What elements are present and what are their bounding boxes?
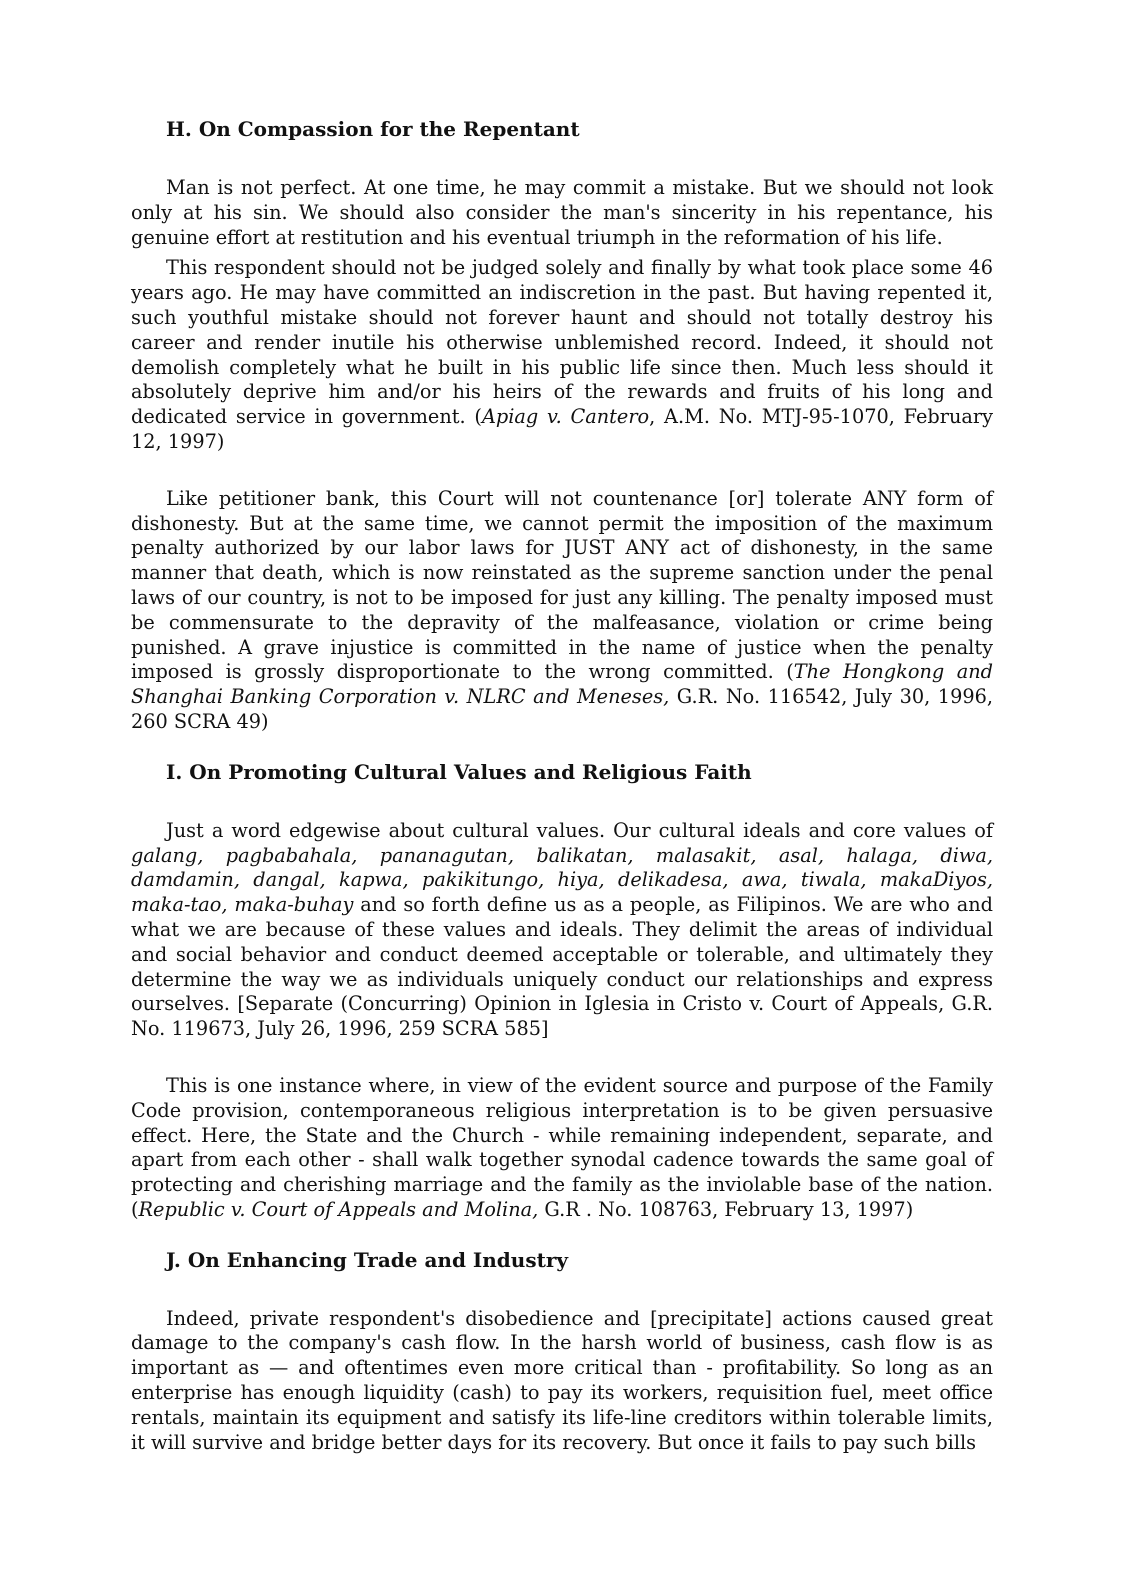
paragraph-i-1-rest: and so forth define us as a people, as Filipinos. We are who and what we are because of these values and ideals. They delimit the areas of individual and social behavior and conduct deemed acceptable or tolerable, and ultimately they determine the way we as individuals uniquely conduct our relationships and express ourselves. [Separate (Concurring) Opinion in Iglesia in Cristo v. Court of Appeals, G.R. No. 119673, July 26, 1996, 259 SCRA 585]: [131, 893, 993, 1041]
section-heading-h: H. On Compassion for the Repentant: [166, 117, 580, 141]
paragraph-h-2-text: This respondent should not be judged solely and finally by what took place some 46 years ago. He may have committed an indiscretion in the past. But having repented it, such youthful mistake should not forever haunt and should not totally destroy his career and render inutile his otherwise unblemished record. Indeed, it should not demolish completely what he built in his public life since then. Much less should it absolutely deprive him and/or his heirs of the rewards and fruits of his long and dedicated service in government. (: [131, 256, 993, 429]
paragraph-h-3-text: Like petitioner bank, this Court will not countenance [or] tolerate ANY form of dishonesty. But at the same time, we cannot permit the imposition of the maximum penalty authorized by our labor laws for JUST ANY act of dishonesty, in the same manner that death, which is now reinstated as the supreme sanction under the penal laws of our country, is not to be imposed for just any killing. The penalty imposed must be commensurate to the depravity of the malfeasance, violation or crime being punished. A grave injustice is committed in the name of justice when the penalty imposed is grossly disproportionate to the wrong committed. (: [131, 486, 993, 684]
section-heading-j: J. On Enhancing Trade and Industry: [166, 1247, 568, 1272]
case-name-hsbc: The Hongkong and Shanghai Banking Corporation v. NLRC and Meneses,: [131, 660, 993, 709]
paragraph-j-1: Indeed, private respondent's disobedience and [precipitate] actions caused great damage to the company's cash flow. In the harsh world of business, cash flow is as important as — and oftentimes even more critical than - profitability. So long as an enterprise has enough liquidity (cash) to pay its workers, requisition fuel, meet office rentals, maintain its equipment and satisfy its life-line creditors within tolerable limits, it will survive and bridge better days for its recovery. But once it fails to pay such bills: [131, 1306, 993, 1454]
filipino-values-list: galang, pagbabahala, pananagutan, balikatan, malasakit, asal, halaga, diwa, damdamin, dangal, kapwa, pakikitungo, hiya, delikadesa, awa, tiwala, makaDiyos, maka-tao, maka-buhay: [131, 843, 993, 917]
section-heading-i: I. On Promoting Cultural Values and Religious Faith: [166, 759, 752, 784]
paragraph-h-3: [131, 487, 993, 735]
citation-molina: G.R . No. 108763, February 13, 1997): [538, 1197, 914, 1221]
citation-apiag: , A.M. No. MTJ-95-1070, February 12, 1997): [131, 405, 993, 453]
case-name-molina: Republic v. Court of Appeals and Molina,: [138, 1197, 539, 1221]
paragraph-i-1-text: Just a word edgewise about cultural values. Our cultural ideals and core values of: [166, 818, 993, 842]
paragraph-h-1: Man is not perfect. At one time, he may commit a mistake. But we should not look only at his sin. We should also consider the man's sincerity in his repentance, his genuine effort at restitution and his eventual triumph in the reformation of his life.: [131, 176, 993, 249]
paragraph-i-2-text: This is one instance where, in view of the evident source and purpose of the Family Code provision, contemporaneous religious interpretation is to be given persuasive effect. Here, the State and the Church - while remaining independent, separate, and apart from each other - shall walk together synodal cadence towards the same goal of protecting and cherishing marriage and the family as the inviolable base of the nation. (: [131, 1073, 993, 1221]
paragraph-h-2: [131, 256, 993, 454]
paragraph-i-2: [131, 1074, 993, 1223]
case-name-apiag: Apiag v. Cantero: [481, 405, 650, 429]
citation-hsbc: G.R. No. 116542, July 30, 1996, 260 SCRA 49): [131, 685, 993, 733]
paragraph-i-1: [131, 819, 993, 1042]
